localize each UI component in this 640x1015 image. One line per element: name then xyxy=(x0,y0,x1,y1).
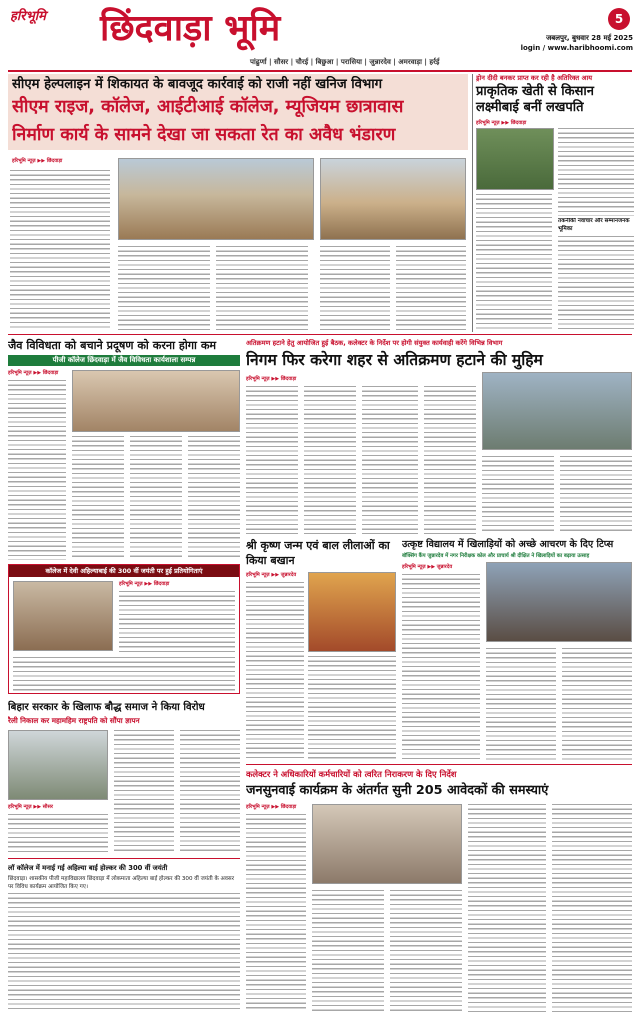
collector-story xyxy=(246,768,632,1012)
lead-body-col5 xyxy=(396,246,466,330)
enc-byline: हरिभूमि न्यूज़ ▶▶ छिंदवाड़ा xyxy=(246,376,297,382)
collector-headline: जनसुनवाई कार्यक्रम के अंतर्गत सुनी 205 आवेदकों की समस्याएं xyxy=(246,783,549,798)
collector-body-col5 xyxy=(552,804,632,1012)
enc-body-col4 xyxy=(424,386,476,534)
lead-body-col4 xyxy=(320,246,390,330)
lead-byline: हरिभूमि न्यूज़ ▶▶ छिंदवाड़ा xyxy=(12,158,63,164)
lead-body-col1 xyxy=(10,170,110,330)
farming-body-col2 xyxy=(558,128,634,216)
farming-story xyxy=(476,74,634,332)
krishna-headline: श्री कृष्ण जन्म एवं बाल लीलाओं का किया बखान xyxy=(246,539,390,567)
env-headline: जैव विविधता को बचाने प्रदूषण को करना होगा कम xyxy=(8,339,217,352)
krishna-photo xyxy=(308,572,396,652)
school-photo xyxy=(486,562,632,642)
bihar-subhead: रैली निकाल कर महामहिम राष्ट्रपति को सौंपा ज्ञापन xyxy=(8,716,140,725)
masthead-rule xyxy=(8,70,632,72)
school-body-col1 xyxy=(402,574,480,760)
section-rule-1 xyxy=(8,334,632,335)
bihar-byline: हरिभूमि न्यूज़ ▶▶ सौसर xyxy=(8,804,53,810)
env-photo xyxy=(72,370,240,432)
lead-body-col2 xyxy=(118,246,210,330)
env-body-col1 xyxy=(8,380,66,560)
masthead xyxy=(0,0,640,72)
page-number-label: 5 xyxy=(614,12,624,26)
school-headline: उत्कृष्ट विद्यालय में खिलाड़ियों को अच्छे आचरण के दिए टिप्स xyxy=(402,539,614,550)
bihar-story xyxy=(8,700,240,854)
lead-photo-sand xyxy=(118,158,314,240)
encroachment-story xyxy=(246,338,632,534)
collector-body-col4 xyxy=(468,804,546,1012)
ahilya-brief-more xyxy=(8,893,240,1011)
page-title: छिंदवाड़ा भूमि xyxy=(100,8,281,49)
enc-body-col6 xyxy=(560,456,632,534)
env-byline: हरिभूमि न्यूज़ ▶▶ छिंदवाड़ा xyxy=(8,370,59,376)
ahilya-byline: हरिभूमि न्यूज़ ▶▶ छिंदवाड़ा xyxy=(119,581,170,587)
ahilya-box-headline: कॉलेज में देवी अहिल्याबाई की 300 वीं जयंती पर हुई प्रतियोगिताएं xyxy=(9,565,239,577)
farming-headline: प्राकृतिक खेती से किसान लक्ष्मीबाई बनीं लखपति xyxy=(476,84,595,115)
enc-headline: निगम फिर करेगा शहर से अतिक्रमण हटाने की मुहिम xyxy=(246,351,543,369)
farming-body-col2b xyxy=(558,236,634,330)
enc-body-col1 xyxy=(246,386,298,534)
collector-body-col3 xyxy=(390,890,462,1012)
lead-photo-building xyxy=(320,158,466,240)
lead-headline-2: निर्माण कार्य के सामने देखा जा सकता रेत का अवैध भंडारण xyxy=(12,125,396,145)
column-divider xyxy=(472,74,473,332)
bihar-headline: बिहार सरकार के खिलाफ बौद्ध समाज ने किया विरोध xyxy=(8,702,205,713)
bihar-body-col3 xyxy=(180,730,240,854)
collector-body-col1 xyxy=(246,814,306,1012)
collector-kicker: कलेक्टर ने अधिकारियों कर्मचारियों को त्वरित निराकरण के दिए निर्देश xyxy=(246,769,457,779)
krishna-body-col1 xyxy=(246,582,304,760)
enc-kicker: अतिक्रमण हटाने हेतु आयोजित हुई बैठक, कलेक्टर के निर्देश पर होगी संयुक्त कार्यवाही करेंगे विभिन्न विभाग xyxy=(246,339,503,347)
environment-story xyxy=(8,338,240,560)
school-subhead: बॉक्सिंग कैंप जुन्नारदेव में नगर निरीक्षक कोल और प्राचार्य श्री दीक्षित ने खिलाड़ियों का बढ़ाया उत्साह xyxy=(402,553,590,559)
ahilya-photo xyxy=(13,581,113,651)
krishna-story xyxy=(246,538,396,760)
ahilya-box xyxy=(8,564,240,694)
ahilya-brief xyxy=(8,858,240,1012)
school-body-col2 xyxy=(486,648,556,760)
env-body-col2 xyxy=(72,436,124,560)
page-number xyxy=(608,8,630,30)
enc-photo xyxy=(482,372,632,450)
lead-story xyxy=(8,74,468,332)
farming-photo xyxy=(476,128,554,190)
farming-kicker: ड्रोन दीदी बनकर प्राप्त कर रही है अतिरिक्त आय xyxy=(476,74,593,82)
school-story xyxy=(402,538,632,760)
lead-kicker: सीएम हेल्पलाइन में शिकायत के बावजूद कार्रवाई को राजी नहीं खनिज विभाग xyxy=(12,77,383,92)
lead-body-col3 xyxy=(216,246,308,330)
dateline: जबलपुर, बुधवार 28 मई 2025 xyxy=(546,34,633,42)
env-body-col4 xyxy=(188,436,240,560)
collector-body-col2 xyxy=(312,890,384,1012)
section-rule-2 xyxy=(246,764,632,765)
env-subhead: पीजी कॉलेज छिंदवाड़ा में जैव विविधता कार्यशाला सम्पन्न xyxy=(8,355,240,366)
collector-byline: हरिभूमि न्यूज़ ▶▶ छिंदवाड़ा xyxy=(246,804,297,810)
school-body-col3 xyxy=(562,648,632,760)
region-strip: पांढुर्णा | सौसर | चौरई | बिछुआ | परासिया | जुन्नारदेव | अमरवाड़ा | हर्रई xyxy=(250,58,440,66)
bihar-body-col2 xyxy=(114,730,174,854)
enc-body-col5 xyxy=(482,456,554,534)
ahilya-brief-headline: लॉ कॉलेज में मनाई गई अहिल्या बाई होल्कर की 300 वीं जयंती xyxy=(8,864,168,872)
bihar-photo xyxy=(8,730,108,800)
farming-body-col1a xyxy=(476,194,552,330)
ahilya-body-right xyxy=(119,591,235,653)
env-body-col3 xyxy=(130,436,182,560)
ahilya-body-bottom xyxy=(13,657,235,691)
farming-byline: हरिभूमि न्यूज़ ▶▶ छिंदवाड़ा xyxy=(476,120,527,126)
krishna-byline: हरिभूमि न्यूज़ ▶▶ जुन्नारदेव xyxy=(246,572,297,578)
enc-body-col3 xyxy=(362,386,418,534)
school-byline: हरिभूमि न्यूज़ ▶▶ जुन्नारदेव xyxy=(402,564,453,570)
enc-body-col2 xyxy=(304,386,356,534)
farming-subhead: तकनीकी नवाचार और सम्मानजनक भूमिका xyxy=(558,218,630,232)
ahilya-brief-body: छिंदवाड़ा। शासकीय पीजी महाविद्यालय छिंदवाड़ा में लोकमाता अहिल्या बाई होल्कर की 300 वीं जयंती के अवसर पर विविध कार्यक्रम आयोजित किए गए। xyxy=(8,876,234,890)
bihar-body-col1 xyxy=(8,814,108,854)
collector-photo xyxy=(312,804,462,884)
krishna-body-col2 xyxy=(308,656,396,760)
website: login / www.haribhoomi.com xyxy=(520,44,633,52)
brand-logo: हरिभूमि xyxy=(10,9,46,24)
lead-headline-1: सीएम राइज, कॉलेज, आईटीआई कॉलेज, म्यूजियम छात्रावास xyxy=(12,97,404,117)
